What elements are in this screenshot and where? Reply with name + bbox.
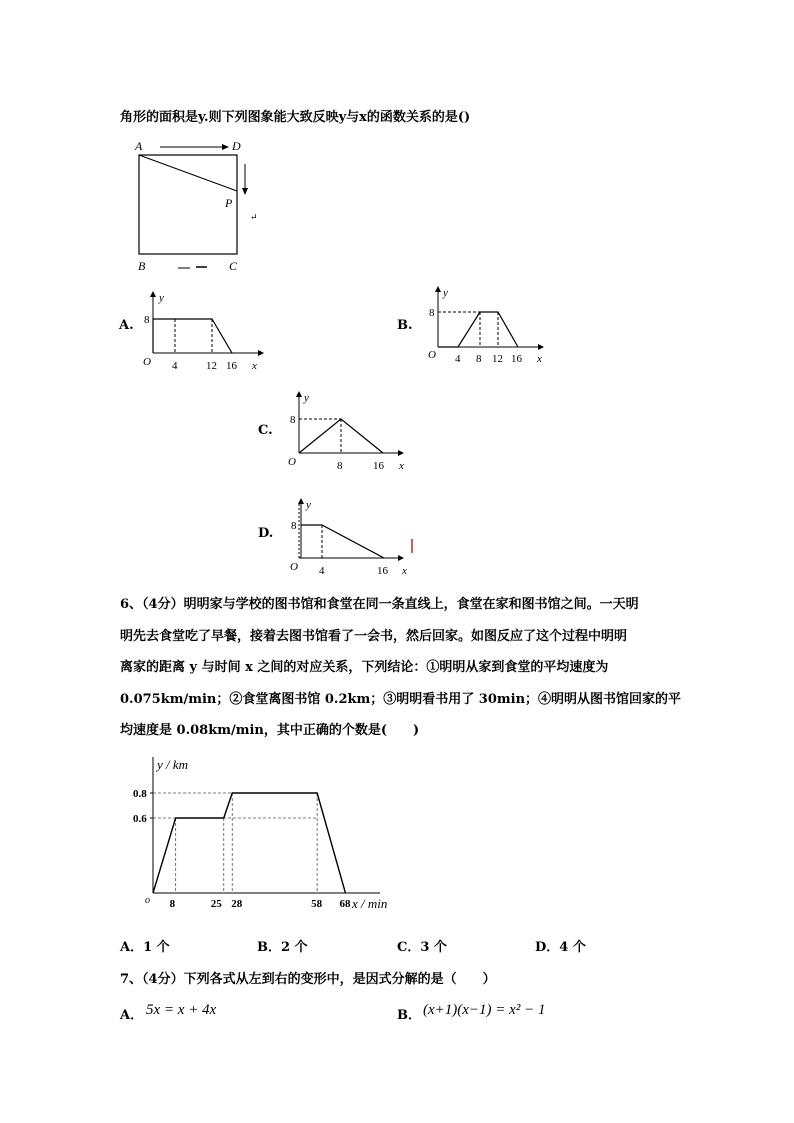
label-a: A — [135, 139, 143, 153]
x-label: x — [252, 360, 257, 372]
q6-option-b[interactable]: B．2 个 — [257, 940, 308, 955]
x-tick-label: 4 — [455, 353, 461, 365]
q6-distance-time-chart — [120, 752, 410, 917]
option-a-graph — [140, 288, 265, 373]
x-tick-label: 16 — [373, 460, 384, 472]
arrow-down-icon — [242, 188, 248, 195]
x-axis-label: x / min — [352, 896, 388, 911]
q7-option-a-label[interactable]: A． — [120, 1008, 144, 1023]
y-label: y — [443, 287, 448, 299]
x-arrow-icon — [398, 450, 404, 456]
q6-option-d[interactable]: D．4 个 — [535, 940, 586, 955]
option-a-label[interactable]: A. — [119, 318, 134, 333]
option-c-graph — [285, 388, 420, 473]
q6-line-1: 6、（4分）明明家与学校的图书馆和食堂在同一条直线上，食堂在家和图书馆之间。一天明 — [120, 597, 639, 612]
q6-line-3: 离家的距离 y 与时间 x 之间的对应关系，下列结论：①明明从家到食堂的平均速度为 — [120, 660, 609, 675]
return-mark: ↵ — [250, 212, 258, 222]
label-p: P — [225, 196, 233, 210]
option-b-label[interactable]: B. — [397, 318, 413, 333]
y-tick-label: 8 — [144, 314, 150, 326]
y-label: y — [304, 392, 309, 404]
x-arrow-icon — [398, 555, 404, 561]
x-tick-label: 8 — [169, 898, 176, 910]
q7-option-b-expression: (x+1)(x−1) = x² − 1 — [423, 1002, 546, 1018]
x-tick-label: 28 — [231, 898, 243, 910]
series-line — [153, 793, 345, 893]
option-d-label[interactable]: D. — [258, 526, 274, 541]
x-label: x — [399, 460, 404, 472]
graph-line — [438, 312, 518, 347]
y-tick-label: 0.8 — [133, 788, 147, 800]
x-tick-label: 12 — [492, 353, 503, 365]
q6-line-4: 0.075km/min；②食堂离图书馆 0.2km；③明明看书用了 30min；④明明从图书馆回家的平 — [120, 692, 682, 707]
x-tick-label: 58 — [311, 898, 323, 910]
y-tick-label: 0.6 — [133, 813, 147, 825]
y-tick-label: 8 — [429, 307, 435, 319]
origin-label: O — [143, 356, 151, 368]
origin-label: o — [145, 895, 150, 906]
x-tick-label: 12 — [206, 360, 217, 372]
x-tick-label: 4 — [172, 360, 178, 372]
q7-option-a-expression: 5x = x + 4x — [146, 1002, 217, 1018]
q6-line-5: 均速度是 0.08km/min，其中正确的个数是( ) — [120, 723, 420, 738]
arrow-right-icon — [222, 144, 229, 150]
x-tick-label: 16 — [377, 565, 388, 577]
y-tick-label: 8 — [291, 520, 297, 532]
y-arrow-icon — [435, 286, 441, 292]
y-arrow-icon — [296, 391, 302, 397]
q7-stem: 7、（4分）下列各式从左到右的变形中，是因式分解的是（ ） — [120, 972, 496, 987]
y-arrow-icon — [298, 498, 304, 504]
x-tick-label: 8 — [476, 353, 482, 365]
x-tick-label: 68 — [339, 898, 351, 910]
y-label: y — [306, 499, 311, 511]
option-c-label[interactable]: C. — [258, 423, 273, 438]
graph-line — [301, 525, 384, 558]
q7-option-b-label[interactable]: B． — [397, 1008, 421, 1023]
option-b-graph — [425, 283, 550, 368]
graph-line — [153, 319, 232, 353]
label-c: C — [229, 259, 238, 273]
origin-label: O — [288, 456, 296, 468]
x-label: x — [402, 565, 407, 577]
y-arrow-icon — [150, 291, 156, 297]
q6-option-a[interactable]: A．1 个 — [120, 940, 170, 955]
square-figure — [130, 136, 270, 278]
x-arrow-icon — [258, 350, 264, 356]
segment-ap — [139, 155, 237, 191]
label-b: B — [138, 259, 146, 273]
y-label: y — [159, 292, 164, 304]
y-tick-label: 8 — [290, 414, 296, 426]
origin-label: O — [290, 561, 298, 573]
x-tick-label: 25 — [210, 898, 222, 910]
x-tick-label: 8 — [337, 460, 343, 472]
q6-line-2: 明先去食堂吃了早餐，接着去图书馆看了一会书，然后回家。如图反应了这个过程中明明 — [120, 629, 628, 644]
y-axis-label: y / km — [157, 757, 189, 772]
x-tick-label: 16 — [511, 353, 522, 365]
x-label: x — [537, 353, 542, 365]
square-abcd — [139, 155, 237, 254]
x-tick-label: 4 — [319, 565, 325, 577]
q6-option-c[interactable]: C．3 个 — [397, 940, 447, 955]
x-arrow-icon — [538, 344, 544, 350]
option-d-graph — [285, 495, 420, 580]
origin-label: O — [428, 349, 436, 361]
intro-question-line: 角形的面积是y.则下列图象能大致反映y与x的函数关系的是() — [120, 110, 471, 125]
label-d: D — [232, 139, 241, 153]
x-tick-label: 16 — [226, 360, 237, 372]
